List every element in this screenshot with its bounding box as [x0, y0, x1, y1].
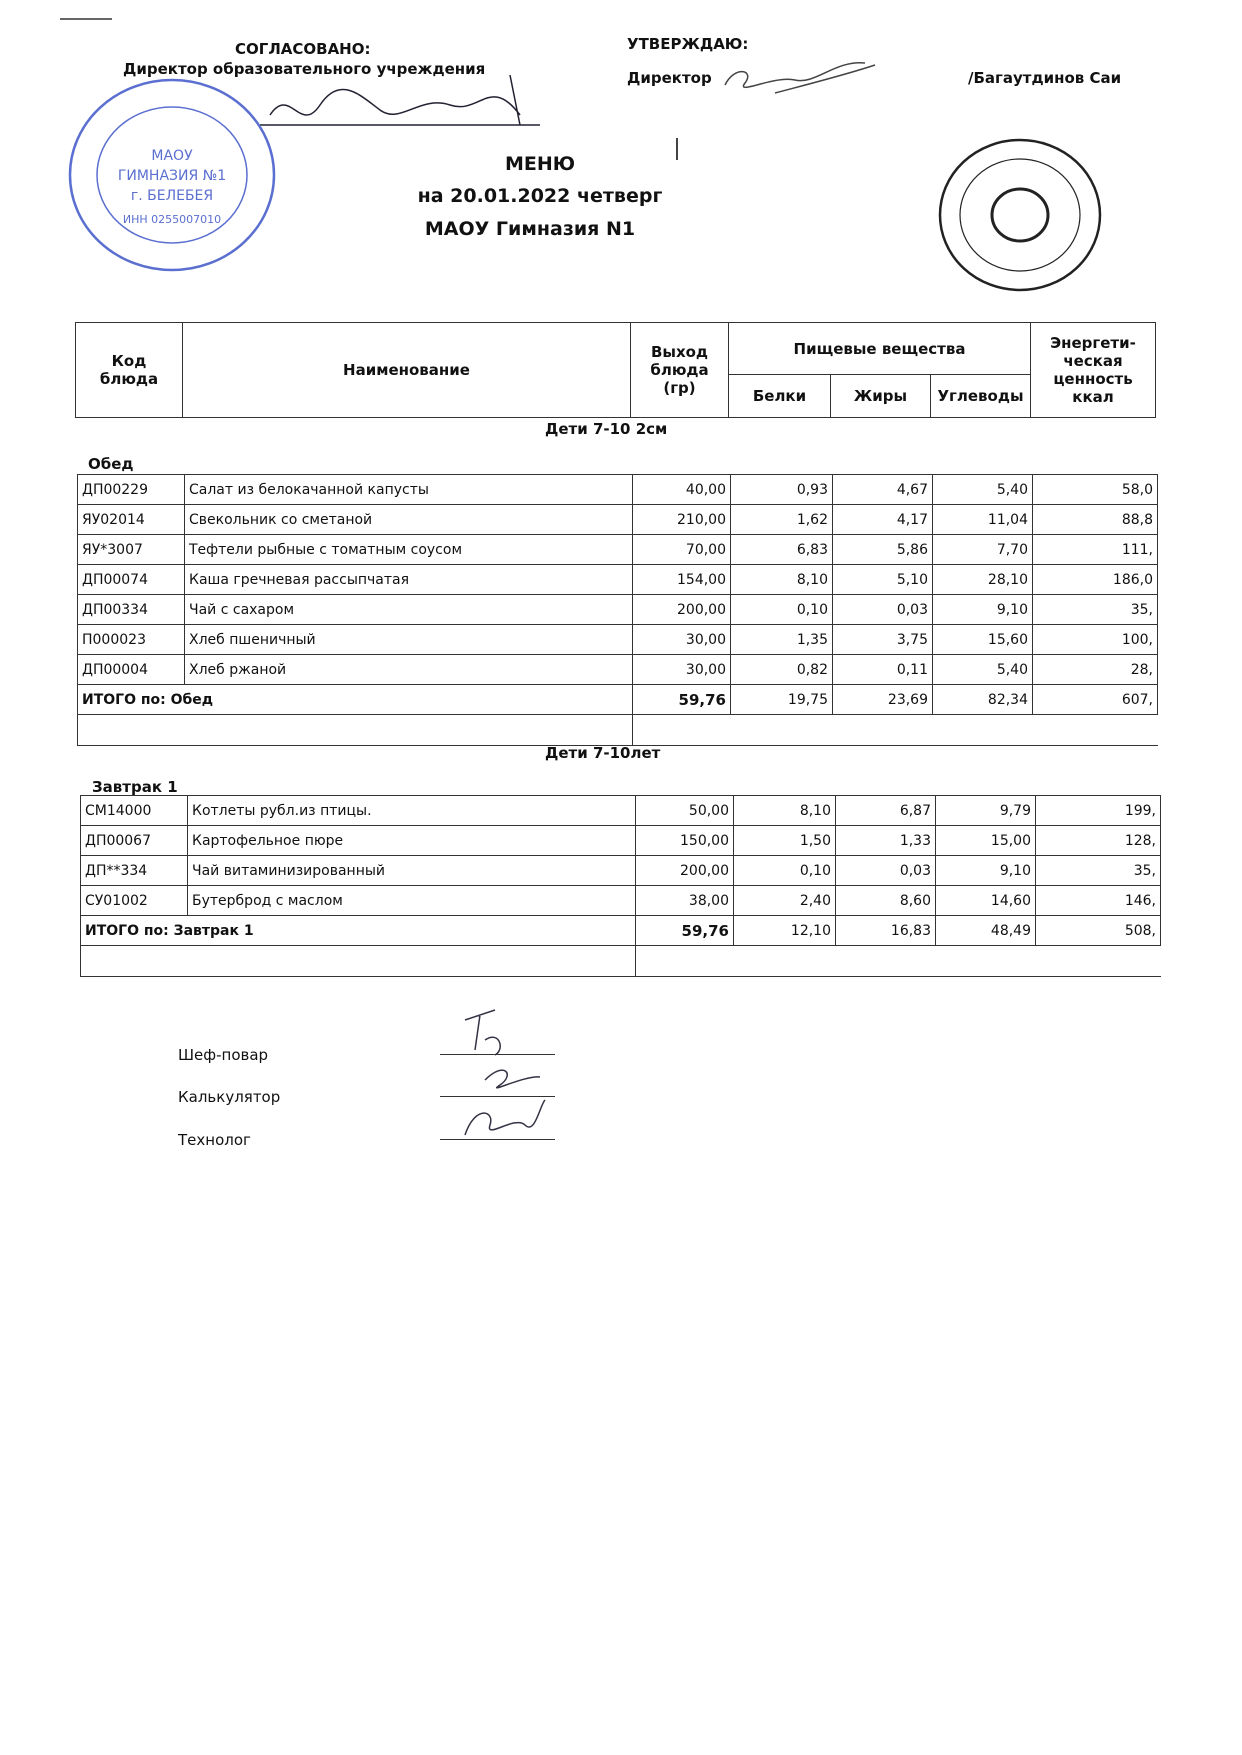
signature-label: Калькулятор: [178, 1088, 281, 1106]
energy: 35,: [1036, 856, 1161, 886]
menu-table-lunch: [77, 474, 1158, 746]
table-row: [78, 595, 1158, 625]
carbs: 15,60: [933, 625, 1033, 655]
agreed-heading: СОГЛАСОВАНО:: [235, 40, 371, 58]
col-carbs: Углеводы: [931, 375, 1031, 418]
dish-code: ДП00334: [78, 595, 185, 625]
dish-code: СУ01002: [81, 886, 188, 916]
meal-label: Завтрак 1: [92, 778, 178, 796]
protein: 6,83: [731, 535, 833, 565]
energy: 199,: [1036, 796, 1161, 826]
dish-code: ЯУ02014: [78, 505, 185, 535]
dish-code: ДП00067: [81, 826, 188, 856]
total-value: 19,75: [731, 685, 833, 715]
director-signature: [715, 55, 885, 100]
school-stamp: [65, 75, 280, 275]
menu-date: на 20.01.2022 четверг: [417, 185, 663, 207]
energy: 58,0: [1033, 475, 1158, 505]
dish-name: Салат из белокачанной капусты: [185, 475, 633, 505]
menu-title: МЕНЮ: [504, 153, 576, 175]
fat: 4,67: [833, 475, 933, 505]
total-value: 48,49: [936, 916, 1036, 946]
fat: 5,86: [833, 535, 933, 565]
table-row: [78, 655, 1158, 685]
menu-table-breakfast: [80, 795, 1161, 977]
dish-yield: 200,00: [633, 595, 731, 625]
energy: 88,8: [1033, 505, 1158, 535]
total-row: [78, 685, 1158, 715]
total-row: [81, 916, 1161, 946]
energy: 28,: [1033, 655, 1158, 685]
protein: 1,50: [734, 826, 836, 856]
svg-text:г. БЕЛЕБЕЯ: г. БЕЛЕБЕЯ: [130, 188, 214, 204]
fat: 1,33: [836, 826, 936, 856]
dish-yield: 38,00: [636, 886, 734, 916]
energy: 186,0: [1033, 565, 1158, 595]
approve-role: Директор: [627, 69, 712, 87]
total-value: 607,: [1033, 685, 1158, 715]
government-stamp: [935, 135, 1105, 295]
empty-row: [78, 715, 1158, 746]
dish-code: ДП00074: [78, 565, 185, 595]
dish-yield: 200,00: [636, 856, 734, 886]
fat: 4,17: [833, 505, 933, 535]
energy: 111,: [1033, 535, 1158, 565]
fat: 3,75: [833, 625, 933, 655]
menu-school: МАОУ Гимназия N1: [424, 218, 636, 240]
dish-yield: 70,00: [633, 535, 731, 565]
dish-yield: 210,00: [633, 505, 731, 535]
approve-name: /Багаутдинов Саи: [968, 69, 1122, 87]
dish-name: Хлеб пшеничный: [185, 625, 633, 655]
col-protein: Белки: [729, 375, 831, 418]
agreed-role: Директор образовательного учреждения: [123, 60, 486, 78]
table-row: [78, 565, 1158, 595]
protein: 1,35: [731, 625, 833, 655]
energy: 100,: [1033, 625, 1158, 655]
total-value: 23,69: [833, 685, 933, 715]
total-value: 16,83: [836, 916, 936, 946]
signature-label: Технолог: [178, 1131, 251, 1149]
total-label: ИТОГО по: Завтрак 1: [81, 916, 636, 946]
svg-text:МАОУ: МАОУ: [151, 148, 193, 164]
carbs: 15,00: [936, 826, 1036, 856]
col-yield: Выход блюда (гр): [631, 323, 729, 418]
fat: 8,60: [836, 886, 936, 916]
carbs: 9,10: [936, 856, 1036, 886]
table-row: [78, 535, 1158, 565]
table-row: [78, 475, 1158, 505]
menu-table-header: [75, 322, 1156, 418]
signature-label: Шеф-повар: [178, 1046, 269, 1064]
carbs: 28,10: [933, 565, 1033, 595]
table-row: [81, 856, 1161, 886]
col-energy: Энергети-ческая ценность ккал: [1031, 323, 1156, 418]
total-value: 59,76: [633, 685, 731, 715]
col-nutrients: Пищевые вещества: [729, 323, 1031, 375]
dish-name: Котлеты рубл.из птицы.: [188, 796, 636, 826]
dish-code: ДП00229: [78, 475, 185, 505]
dish-yield: 150,00: [636, 826, 734, 856]
dish-yield: 40,00: [633, 475, 731, 505]
fat: 5,10: [833, 565, 933, 595]
dish-name: Картофельное пюре: [188, 826, 636, 856]
dish-yield: 30,00: [633, 655, 731, 685]
meal-label: Обед: [88, 455, 134, 473]
energy: 128,: [1036, 826, 1161, 856]
dish-code: ДП**334: [81, 856, 188, 886]
carbs: 5,40: [933, 475, 1033, 505]
staff-signatures: [445, 1005, 555, 1145]
col-code: Код блюда: [76, 323, 183, 418]
carbs: 14,60: [936, 886, 1036, 916]
carbs: 9,10: [933, 595, 1033, 625]
dish-name: Чай с сахаром: [185, 595, 633, 625]
dish-yield: 50,00: [636, 796, 734, 826]
approve-heading: УТВЕРЖДАЮ:: [627, 35, 749, 53]
fat: 0,11: [833, 655, 933, 685]
protein: 2,40: [734, 886, 836, 916]
protein: 8,10: [731, 565, 833, 595]
protein: 0,93: [731, 475, 833, 505]
carbs: 11,04: [933, 505, 1033, 535]
total-value: 82,34: [933, 685, 1033, 715]
total-value: 12,10: [734, 916, 836, 946]
dish-name: Каша гречневая рассыпчатая: [185, 565, 633, 595]
protein: 0,82: [731, 655, 833, 685]
svg-text:ГИМНАЗИЯ №1: ГИМНАЗИЯ №1: [117, 168, 227, 184]
svg-text:ИНН 0255007010: ИНН 0255007010: [122, 213, 222, 226]
table-row: [81, 826, 1161, 856]
carbs: 7,70: [933, 535, 1033, 565]
table-row: [78, 505, 1158, 535]
protein: 1,62: [731, 505, 833, 535]
col-name: Наименование: [183, 323, 631, 418]
table-row: [81, 796, 1161, 826]
carbs: 9,79: [936, 796, 1036, 826]
protein: 8,10: [734, 796, 836, 826]
total-label: ИТОГО по: Обед: [78, 685, 633, 715]
dish-name: Бутерброд с маслом: [188, 886, 636, 916]
group-label: Дети 7-10лет: [545, 744, 661, 762]
dish-code: ДП00004: [78, 655, 185, 685]
dish-name: Свекольник со сметаной: [185, 505, 633, 535]
empty-row: [81, 946, 1161, 977]
dish-name: Тефтели рыбные с томатным соусом: [185, 535, 633, 565]
table-row: [78, 625, 1158, 655]
dish-code: ЯУ*3007: [78, 535, 185, 565]
dish-code: П000023: [78, 625, 185, 655]
dish-code: СМ14000: [81, 796, 188, 826]
fat: 0,03: [833, 595, 933, 625]
fat: 6,87: [836, 796, 936, 826]
energy: 146,: [1036, 886, 1161, 916]
scan-mark: [60, 18, 112, 20]
carbs: 5,40: [933, 655, 1033, 685]
dish-yield: 30,00: [633, 625, 731, 655]
protein: 0,10: [734, 856, 836, 886]
fat: 0,03: [836, 856, 936, 886]
total-value: 508,: [1036, 916, 1161, 946]
group-label: Дети 7-10 2см: [545, 420, 668, 438]
dish-yield: 154,00: [633, 565, 731, 595]
col-fat: Жиры: [831, 375, 931, 418]
dish-name: Хлеб ржаной: [185, 655, 633, 685]
protein: 0,10: [731, 595, 833, 625]
table-row: [81, 886, 1161, 916]
dish-name: Чай витаминизированный: [188, 856, 636, 886]
energy: 35,: [1033, 595, 1158, 625]
total-value: 59,76: [636, 916, 734, 946]
